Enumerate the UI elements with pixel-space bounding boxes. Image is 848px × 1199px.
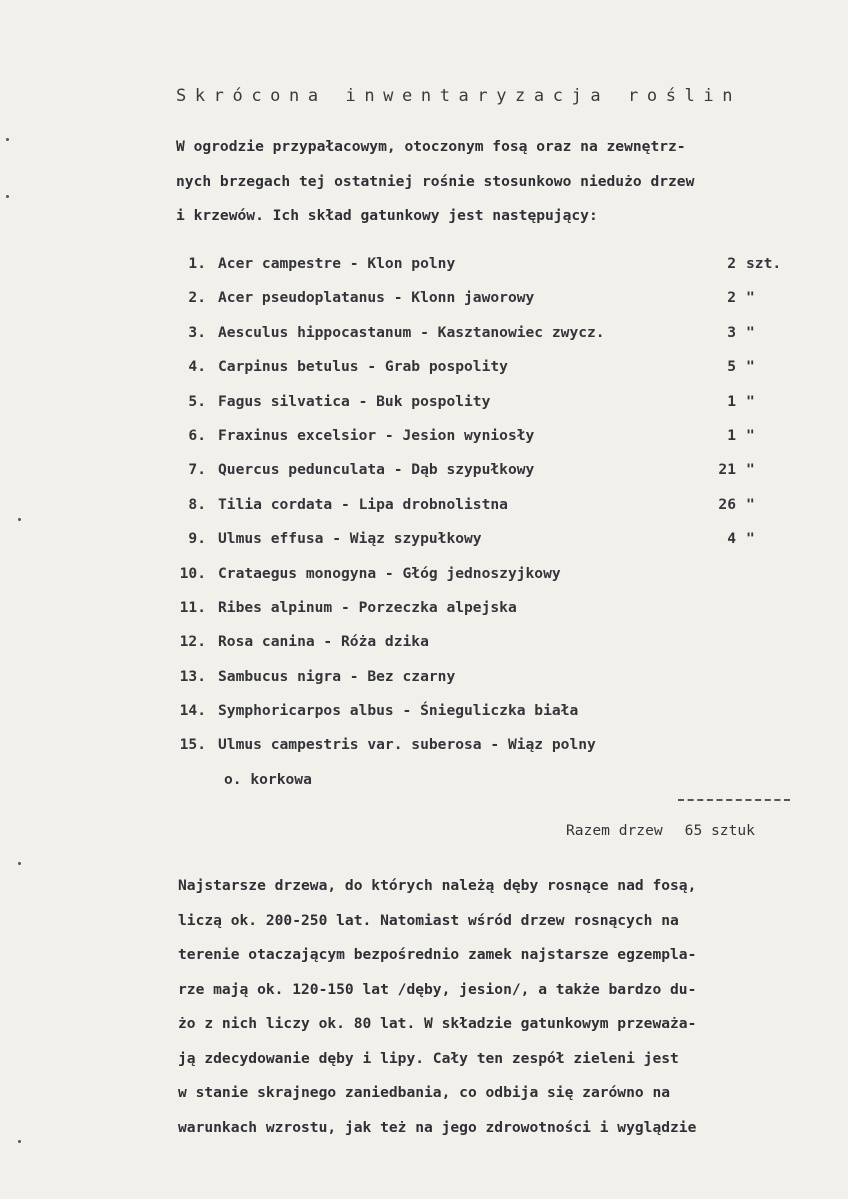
- plant-row: [176, 350, 796, 384]
- plant-row: [176, 385, 796, 419]
- plant-number: 14.: [179, 702, 206, 720]
- total-count: 65 sztuk: [684, 822, 755, 839]
- plant-row: [176, 247, 796, 281]
- plant-row: [176, 660, 796, 694]
- plant-name: Acer campestre - Klon polny: [218, 255, 456, 272]
- plant-row-continuation: [176, 763, 796, 797]
- plant-number: 11.: [179, 598, 206, 616]
- plant-number: 8.: [188, 495, 206, 513]
- plant-unit: ": [746, 461, 755, 479]
- plant-unit: ": [746, 495, 755, 513]
- plant-row: [176, 591, 796, 625]
- plant-name: Aesculus hippocastanum - Kasztanowiec zwycz.: [218, 323, 605, 341]
- plant-unit: ": [746, 358, 755, 376]
- margin-speck: [6, 195, 9, 198]
- plant-number: 3.: [188, 323, 206, 341]
- plant-count: 1: [727, 392, 736, 410]
- plant-count: 5: [727, 358, 736, 376]
- intro-line: nych brzegach tej ostatniej rośnie stosunkowo niedużo drzew: [176, 172, 695, 190]
- intro-paragraph: [176, 130, 694, 234]
- plant-count: 2: [727, 255, 736, 272]
- margin-speck: [18, 862, 21, 865]
- plant-name: Ulmus campestris var. suberosa - Wiąz polny: [218, 736, 596, 754]
- plant-name: Tilia cordata - Lipa drobnolistna: [218, 495, 508, 513]
- plant-number: 4.: [188, 358, 206, 376]
- closing-line: rze mają ok. 120-150 lat /dęby, jesion/, a także bardzo du-: [178, 980, 697, 998]
- plant-count: 21: [718, 461, 736, 479]
- plant-row: [176, 522, 796, 556]
- closing-line: ją zdecydowanie dęby i lipy. Cały ten zespół zieleni jest: [178, 1049, 679, 1067]
- plant-count: 2: [727, 289, 736, 307]
- plant-count: 3: [727, 323, 736, 341]
- sum-rule: [678, 799, 790, 801]
- plant-name: Rosa canina - Róża dzika: [218, 633, 429, 651]
- plant-name-continuation: o. korkowa: [224, 770, 312, 788]
- plant-row: [176, 419, 796, 453]
- page-title: Skrócona inwentaryzacja roślin: [176, 86, 742, 106]
- margin-speck: [6, 138, 9, 141]
- plant-row: [176, 694, 796, 728]
- plant-row: [176, 728, 796, 762]
- total-label: Razem drzew: [566, 822, 663, 839]
- plant-name: Carpinus betulus - Grab pospolity: [218, 358, 508, 376]
- plant-row: [176, 281, 796, 315]
- plant-unit: szt.: [746, 255, 782, 272]
- plant-count: 4: [727, 530, 736, 548]
- plant-unit: ": [746, 392, 755, 410]
- plant-unit: ": [746, 323, 755, 341]
- plant-number: 7.: [188, 461, 206, 479]
- closing-line: w stanie skrajnego zaniedbania, co odbija się zarówno na: [178, 1084, 671, 1101]
- plant-name: Ulmus effusa - Wiąz szypułkowy: [218, 530, 482, 548]
- plant-name: Quercus pedunculata - Dąb szypułkowy: [218, 461, 535, 479]
- closing-line: terenie otaczającym bezpośrednio zamek najstarsze egzempla-: [178, 946, 697, 963]
- plant-unit: ": [746, 289, 755, 307]
- plant-count: 26: [718, 495, 736, 513]
- closing-line: liczą ok. 200-250 lat. Natomiast wśród drzew rosnących na: [178, 911, 679, 929]
- plant-number: 15.: [179, 736, 206, 754]
- plant-name: Fagus silvatica - Buk pospolity: [218, 392, 491, 410]
- plant-number: 13.: [179, 667, 206, 685]
- plant-list: [176, 247, 796, 797]
- plant-number: 9.: [188, 530, 206, 548]
- plant-row: [176, 453, 796, 487]
- closing-line: żo z nich liczy ok. 80 lat. W składzie gatunkowym przeważa-: [178, 1015, 697, 1032]
- closing-line: Najstarsze drzewa, do których należą dęby rosnące nad fosą,: [178, 877, 697, 894]
- plant-number: 12.: [179, 633, 206, 651]
- margin-speck: [18, 1140, 21, 1143]
- plant-number: 1.: [188, 255, 206, 272]
- plant-number: 2.: [188, 289, 206, 307]
- plant-row: [176, 316, 796, 350]
- plant-count: 1: [727, 426, 736, 444]
- plant-unit: ": [746, 530, 755, 548]
- plant-number: 5.: [188, 392, 206, 410]
- plant-name: Fraxinus excelsior - Jesion wyniosły: [218, 426, 535, 444]
- plant-name: Symphoricarpos albus - Śnieguliczka biała: [218, 702, 579, 720]
- closing-line: warunkach wzrostu, jak też na jego zdrowotności i wyglądzie: [178, 1118, 697, 1136]
- plant-name: Sambucus nigra - Bez czarny: [218, 667, 456, 685]
- plant-number: 6.: [188, 426, 206, 444]
- margin-speck: [18, 518, 21, 521]
- plant-name: Acer pseudoplatanus - Klonn jaworowy: [218, 289, 535, 307]
- plant-row: [176, 557, 796, 591]
- plant-name: Crataegus monogyna - Głóg jednoszyjkowy: [218, 564, 561, 582]
- plant-name: Ribes alpinum - Porzeczka alpejska: [218, 598, 517, 616]
- plant-number: 10.: [179, 564, 206, 582]
- closing-paragraph: [178, 869, 696, 1145]
- plant-unit: ": [746, 426, 755, 444]
- total-row: [566, 816, 755, 846]
- intro-line: i krzewów. Ich skład gatunkowy jest następujący:: [176, 207, 598, 224]
- plant-row: [176, 625, 796, 659]
- plant-row: [176, 488, 796, 522]
- intro-line: W ogrodzie przypałacowym, otoczonym fosą oraz na zewnętrz-: [176, 138, 686, 155]
